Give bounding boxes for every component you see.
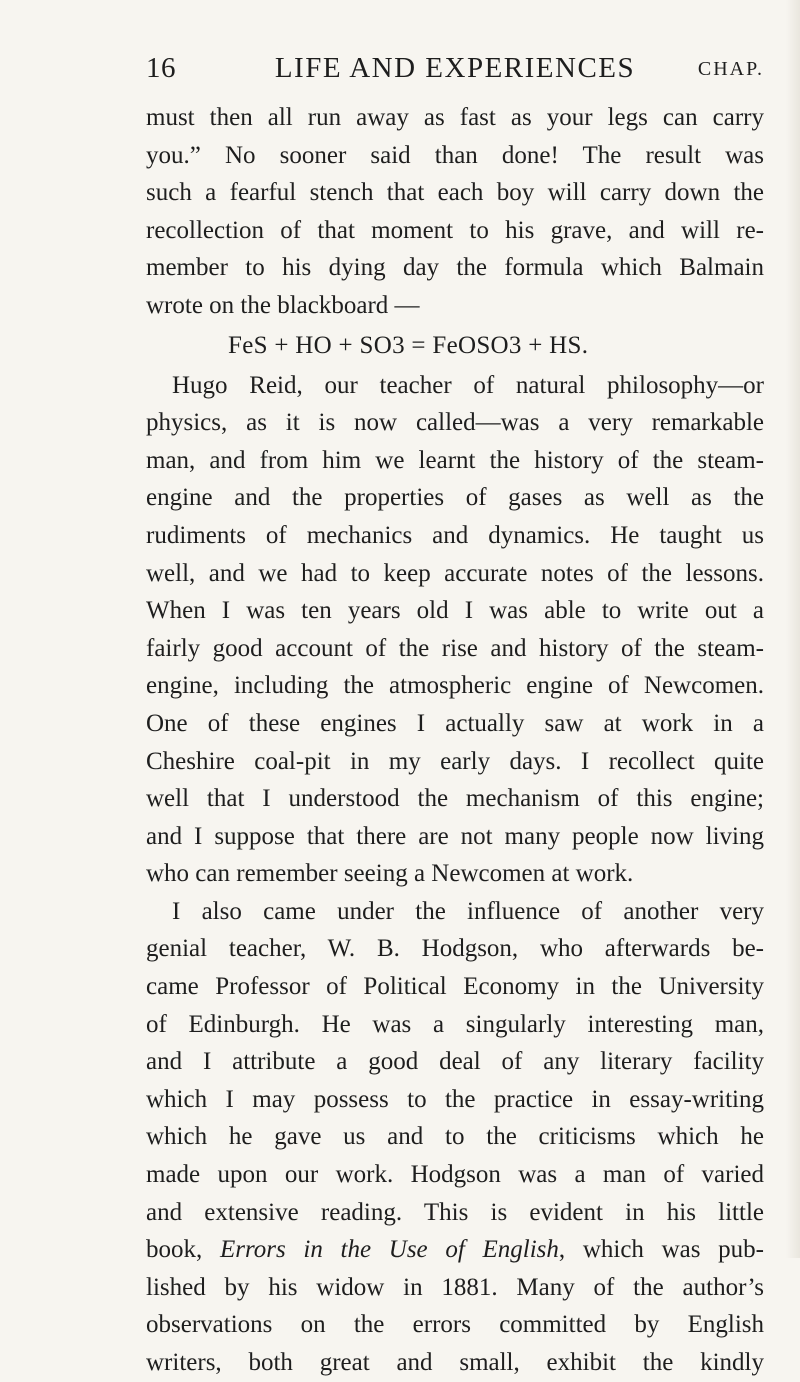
text-line: recollection of that moment to his grave, and will re- <box>146 216 764 244</box>
text-segment: , which was pub- <box>558 1236 764 1264</box>
text-line: lished by his widow in 1881. Many of the author’s <box>146 1273 764 1301</box>
text-line: rudiments of mechanics and dynamics. He taught us <box>146 521 764 549</box>
text-line: engine and the properties of gases as well as the <box>146 484 764 512</box>
text-line: One of these engines I actually saw at work in a <box>146 709 764 737</box>
paragraph-start: Hugo Reid, our teacher of natural philosophy—or <box>172 371 764 399</box>
text-line: well, and we had to keep accurate notes of the lessons. <box>146 559 764 587</box>
book-title: Errors in the Use of English <box>219 1236 559 1264</box>
running-title: LIFE AND EXPERIENCES <box>274 52 636 84</box>
text-line: such a fearful stench that each boy will carry down the <box>146 179 764 207</box>
text-line: physics, as it is now called—was a very remarkable <box>146 409 764 437</box>
text-line: of Edinburgh. He was a singularly interesting man, <box>146 1010 764 1038</box>
text-segment: book, <box>146 1236 220 1264</box>
chemical-formula: FeS + HO + SO3 = FeOSO3 + HS. <box>228 331 589 359</box>
text-line: you.” No sooner said than done! The result was <box>146 141 764 169</box>
text-line: genial teacher, W. B. Hodgson, who afterwards be- <box>146 935 764 963</box>
text-line: who can remember seeing a Newcomen at work. <box>146 860 634 888</box>
text-line: member to his dying day the formula which Balmain <box>146 254 764 282</box>
text-line: engine, including the atmospheric engine of Newcomen. <box>146 672 764 700</box>
text-line: fairly good account of the rise and history of the steam- <box>146 634 764 662</box>
text-line: and extensive reading. This is evident in his little <box>146 1198 764 1226</box>
text-line: Cheshire coal-pit in my early days. I recollect quite <box>146 747 764 775</box>
text-line: and I attribute a good deal of any literary facility <box>146 1048 764 1076</box>
chapter-abbreviation: CHAP. <box>697 58 764 80</box>
text-line: must then all run away as fast as your legs can carry <box>146 104 764 131</box>
page-number: 16 <box>146 52 176 84</box>
text-line: When I was ten years old I was able to write out a <box>146 597 764 625</box>
text-line: observations on the errors committed by English <box>146 1311 764 1339</box>
body-text <box>146 99 764 1382</box>
text-line: wrote on the blackboard — <box>146 291 420 319</box>
text-line: came Professor of Political Economy in the University <box>146 973 764 1001</box>
page-edge-shadow <box>786 0 800 1258</box>
text-line: well that I understood the mechanism of this engine; <box>146 785 764 813</box>
page-header <box>146 52 764 92</box>
text-line: and I suppose that there are not many people now living <box>146 822 764 850</box>
text-line: made upon our work. Hodgson was a man of varied <box>146 1161 764 1189</box>
paragraph-start: I also came under the influence of another very <box>172 897 764 925</box>
text-line: man, and from him we learnt the history of the steam- <box>146 446 764 474</box>
text-line-with-title <box>146 1231 764 1269</box>
text-line: writers, both great and small, exhibit the kindly <box>146 1349 764 1376</box>
text-line: which he gave us and to the criticisms which he <box>146 1123 764 1151</box>
text-line: which I may possess to the practice in essay-writing <box>146 1085 764 1113</box>
